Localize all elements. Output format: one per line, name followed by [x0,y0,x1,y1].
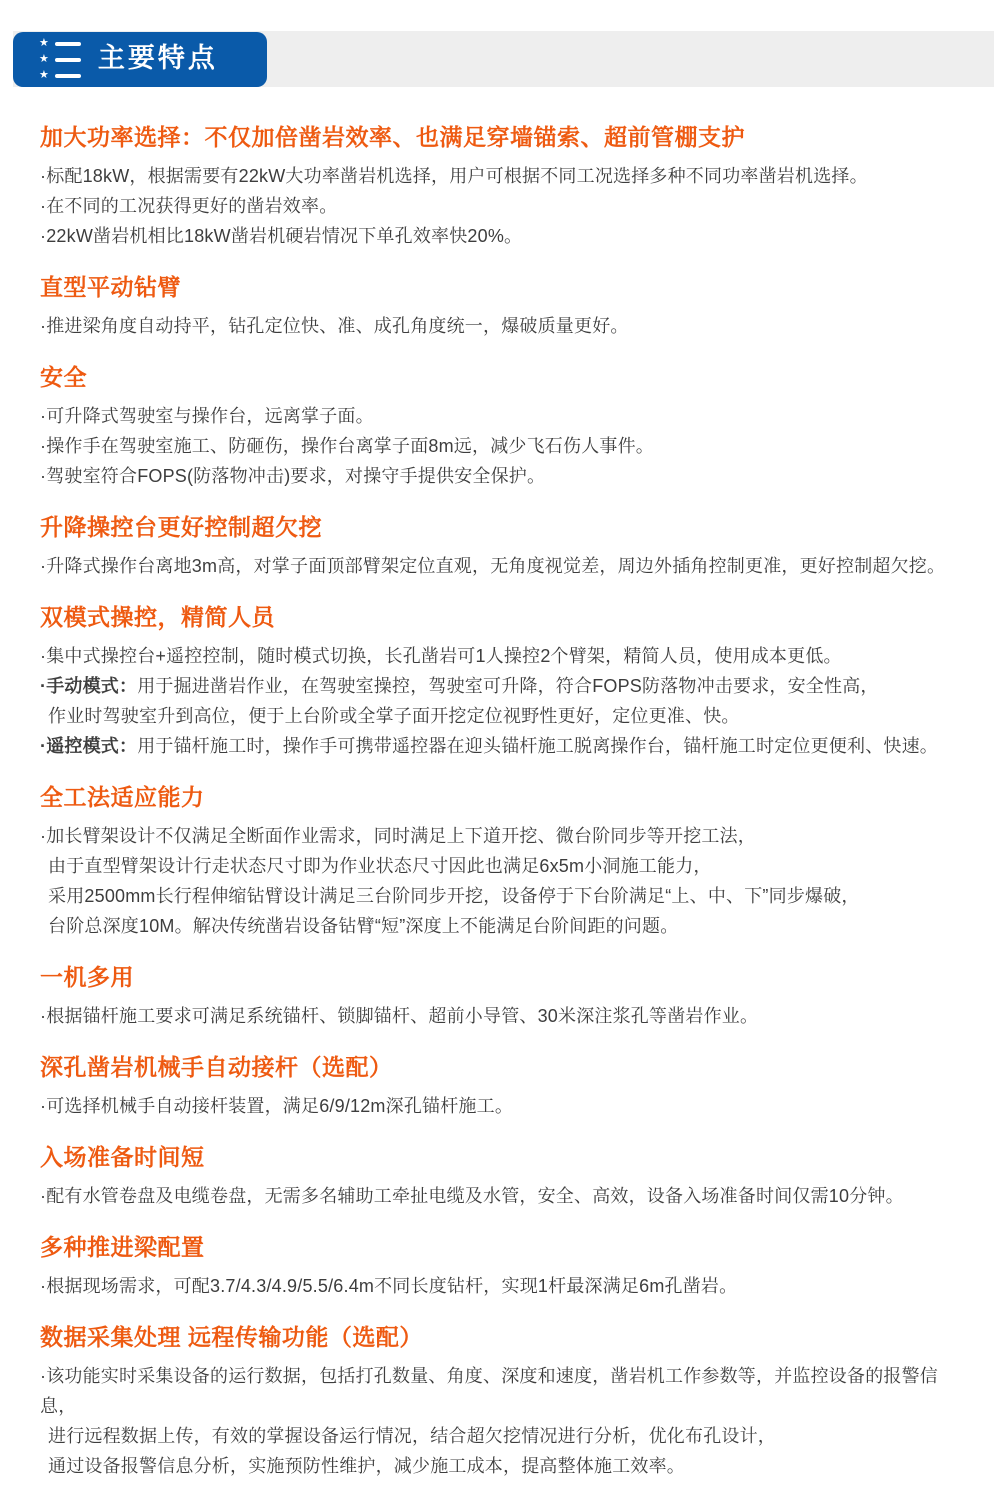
feature-section [40,363,962,491]
line-text: ·操作手在驾驶室施工、防砸伤，操作台离掌子面8m远，减少飞石伤人事件。 [40,436,654,456]
feature-section [40,1143,962,1211]
feature-section [40,783,962,941]
list-line-bar [55,42,81,46]
feature-line [40,1421,962,1451]
line-text: ·根据现场需求，可配3.7/4.3/4.9/5.5/6.4m不同长度钻杆，实现1杆最深满足6m孔凿岩。 [40,1276,738,1296]
section-heading: 数据采集处理 远程传输功能（选配） [40,1324,423,1350]
feature-section [40,1323,962,1481]
section-lines [40,821,962,941]
section-lines [40,551,962,581]
feature-line [40,1001,962,1031]
feature-line [40,461,962,491]
section-heading: 直型平动钻臂 [40,274,181,300]
star-list-icon [39,38,81,81]
section-heading: 深孔凿岩机械手自动接杆（选配） [40,1054,393,1080]
line-text: ·在不同的工况获得更好的凿岩效率。 [40,196,338,216]
feature-line [40,401,962,431]
section-lines [40,161,962,251]
page-title: 主要特点 [97,43,218,73]
section-heading: 加大功率选择：不仅加倍凿岩效率、也满足穿墙锚索、超前管棚支护 [40,124,745,150]
feature-section [40,123,962,251]
line-text: 用于掘进凿岩作业，在驾驶室操控，驾驶室可升降，符合FOPS防落物冲击要求，安全性高， [137,676,879,696]
feature-section [40,513,962,581]
feature-line [40,221,962,251]
section-lines [40,1181,962,1211]
section-heading: 安全 [40,364,87,390]
feature-line [40,911,962,941]
header-band [13,31,994,87]
section-lines [40,1001,962,1031]
feature-line [40,1181,962,1211]
feature-line [40,161,962,191]
feature-section [40,1233,962,1301]
line-text: ·标配18kW，根据需要有22kW大功率凿岩机选择，用户可根据不同工况选择多种不同功率凿岩机选择。 [40,166,868,186]
line-text: ·配有水管卷盘及电缆卷盘，无需多名辅助工牵扯电缆及水管，安全、高效，设备入场准备时间仅需10分钟。 [40,1186,904,1206]
line-text: ·升降式操作台离地3m高，对掌子面顶部臂架定位直观，无角度视觉差，周边外插角控制更准，更好控制超欠挖。 [40,556,946,576]
star-list-icon-row [39,70,81,81]
line-text: ·加长臂架设计不仅满足全断面作业需求，同时满足上下道开挖、微台阶同步等开挖工法， [40,826,756,846]
line-text: 台阶总深度10M。解决传统凿岩设备钻臂“短”深度上不能满足台阶间距的问题。 [48,916,679,936]
feature-section [40,1053,962,1121]
feature-line [40,701,962,731]
line-text: ·该功能实时采集设备的运行数据，包括打孔数量、角度、深度和速度，凿岩机工作参数等，并监控设备的报警信息， [40,1366,938,1416]
star-bullet-icon: ★ [39,69,49,81]
line-text: ·根据锚杆施工要求可满足系统锚杆、锁脚锚杆、超前小导管、30米深注浆孔等凿岩作业。 [40,1006,759,1026]
line-text: ·可升降式驾驶室与操作台，远离掌子面。 [40,406,374,426]
feature-line [40,851,962,881]
line-text: ·推进梁角度自动持平，钻孔定位快、准、成孔角度统一，爆破质量更好。 [40,316,629,336]
feature-line [40,551,962,581]
line-lead-bold: ·手动模式： [40,676,138,696]
section-lines [40,1271,962,1301]
feature-line [40,641,962,671]
feature-line [40,1271,962,1301]
feature-line [40,821,962,851]
section-lines [40,641,962,761]
line-text: ·22kW凿岩机相比18kW凿岩机硬岩情况下单孔效率快20%。 [40,226,523,246]
section-lines [40,1361,962,1481]
star-list-icon-row [39,38,81,49]
feature-line [40,881,962,911]
section-lines [40,401,962,491]
section-heading: 入场准备时间短 [40,1144,205,1170]
line-lead-bold: ·遥控模式： [40,736,138,756]
feature-section [40,963,962,1031]
line-text: 进行远程数据上传，有效的掌握设备运行情况，结合超欠挖情况进行分析，优化布孔设计， [48,1426,776,1446]
section-lines [40,1091,962,1121]
list-line-bar [55,58,81,62]
feature-line [40,191,962,221]
line-text: 作业时驾驶室升到高位，便于上台阶或全掌子面开挖定位视野性更好，定位更准、快。 [48,706,740,726]
star-list-icon-row [39,54,81,65]
line-text: 由于直型臂架设计行走状态尺寸即为作业状态尺寸因此也满足6x5m小洞施工能力， [48,856,712,876]
section-header-badge [13,32,267,87]
feature-line [40,731,962,761]
feature-line [40,1091,962,1121]
star-bullet-icon: ★ [39,53,49,65]
line-text: ·驾驶室符合FOPS(防落物冲击)要求，对操守手提供安全保护。 [40,466,546,486]
line-text: 用于锚杆施工时，操作手可携带遥控器在迎头锚杆施工脱离操作台，锚杆施工时定位更便利、快速。 [137,736,938,756]
feature-line [40,311,962,341]
line-text: ·集中式操控台+遥控控制，随时模式切换，长孔凿岩可1人操控2个臂架，精简人员，使用成本更低。 [40,646,842,666]
section-heading: 双模式操控，精简人员 [40,604,275,630]
feature-sections [40,123,962,1481]
section-heading: 升降操控台更好控制超欠挖 [40,514,322,540]
section-heading: 全工法适应能力 [40,784,205,810]
line-text: 采用2500mm长行程伸缩钻臂设计满足三台阶同步开挖，设备停于下台阶满足“上、中、下”同步爆破， [48,886,860,906]
feature-section [40,273,962,341]
feature-line [40,431,962,461]
line-text: ·可选择机械手自动接杆装置，满足6/9/12m深孔锚杆施工。 [40,1096,514,1116]
section-heading: 多种推进梁配置 [40,1234,205,1260]
section-heading: 一机多用 [40,964,134,990]
line-text: 通过设备报警信息分析，实施预防性维护，减少施工成本，提高整体施工效率。 [48,1456,685,1476]
star-bullet-icon: ★ [39,37,49,49]
feature-line [40,671,962,701]
feature-section [40,603,962,761]
feature-line [40,1451,962,1481]
section-lines [40,311,962,341]
feature-line [40,1361,962,1421]
list-line-bar [55,74,81,78]
